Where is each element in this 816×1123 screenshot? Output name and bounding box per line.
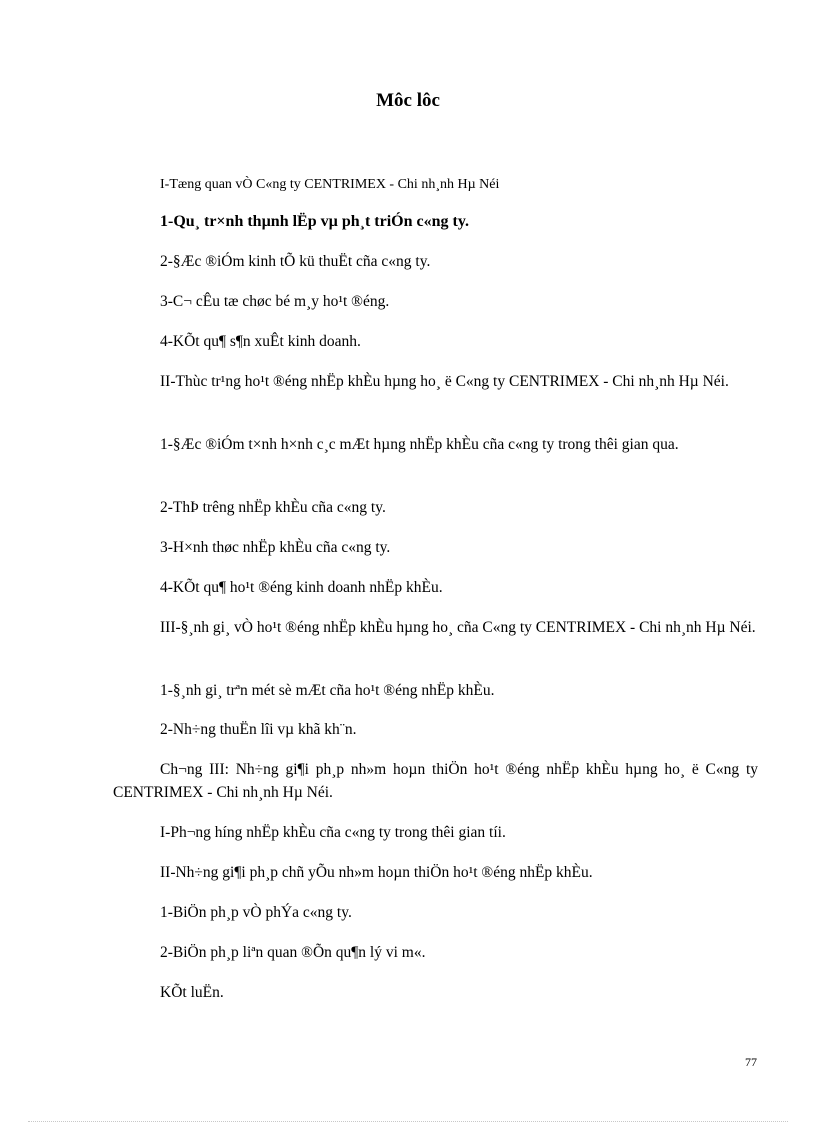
toc-entry-c3-2-1: 1-BiÖn ph¸p vÒ phÝa c«ng ty. bbox=[160, 904, 352, 921]
toc-entry-3-1: 1-§¸nh gi¸ trªn mét sè mÆt cña ho¹t ®éng nhËp khÈu. bbox=[160, 682, 495, 699]
page-bottom-divider bbox=[28, 1121, 788, 1122]
page-number: 77 bbox=[745, 1055, 757, 1069]
toc-entry-section-3: III-§¸nh gi¸ vÒ ho¹t ®éng nhËp khÈu hµng ho¸ cña C«ng ty CENTRIMEX - Chi nh¸nh Hµ Néi. bbox=[160, 619, 756, 636]
toc-entry-1-2: 2-§Æc ®iÓm kinh tÕ kü thuËt cña c«ng ty. bbox=[160, 253, 431, 270]
toc-entry-chapter-3: Ch¬ng III: Nh÷ng gi¶i ph¸p nh»m hoµn thiÖn ho¹t ®éng nhËp khÈu hµng ho¸ ë C«ng ty CENTRIMEX - Chi nh¸nh Hµ Néi. bbox=[113, 761, 758, 801]
toc-entry-c3-2-2: 2-BiÖn ph¸p liªn quan ®Õn qu¶n lý vi m«. bbox=[160, 944, 426, 961]
toc-entry-section-2: II-Thùc tr¹ng ho¹t ®éng nhËp khÈu hµng ho¸ ë C«ng ty CENTRIMEX - Chi nh¸nh Hµ Néi. bbox=[160, 373, 729, 390]
toc-entry-2-1: 1-§Æc ®iÓm t×nh h×nh c¸c mÆt hµng nhËp khÈu cña c«ng ty trong thêi gian qua. bbox=[160, 436, 679, 453]
toc-entry-3-2: 2-Nh÷ng thuËn lîi vµ khã kh¨n. bbox=[160, 721, 357, 738]
page-title: Môc lôc bbox=[376, 90, 440, 111]
toc-entry-section-1: I-Tæng quan vÒ C«ng ty CENTRIMEX - Chi nh¸nh Hµ Néi bbox=[160, 177, 500, 192]
toc-entry-1-4: 4-KÕt qu¶ s¶n xuÊt kinh doanh. bbox=[160, 333, 361, 350]
toc-entry-c3-1: I-Ph¬ng híng nhËp khÈu cña c«ng ty trong thêi gian tíi. bbox=[160, 824, 506, 841]
toc-entry-2-4: 4-KÕt qu¶ ho¹t ®éng kinh doanh nhËp khÈu. bbox=[160, 579, 443, 596]
toc-entry-2-3: 3-H×nh thøc nhËp khÈu cña c«ng ty. bbox=[160, 539, 391, 556]
toc-entry-2-2: 2-ThÞ trêng nhËp khÈu cña c«ng ty. bbox=[160, 499, 386, 516]
toc-entry-c3-2: II-Nh÷ng gi¶i ph¸p chñ yÕu nh»m hoµn thiÖn ho¹t ®éng nhËp khÈu. bbox=[160, 864, 593, 881]
toc-entry-conclusion: KÕt luËn. bbox=[160, 984, 224, 1001]
toc-entry-1-1: 1-Qu¸ tr×nh thµnh lËp vµ ph¸t triÓn c«ng ty. bbox=[160, 213, 469, 230]
toc-entry-1-3: 3-C¬ cÊu tæ chøc bé m¸y ho¹t ®éng. bbox=[160, 293, 390, 310]
